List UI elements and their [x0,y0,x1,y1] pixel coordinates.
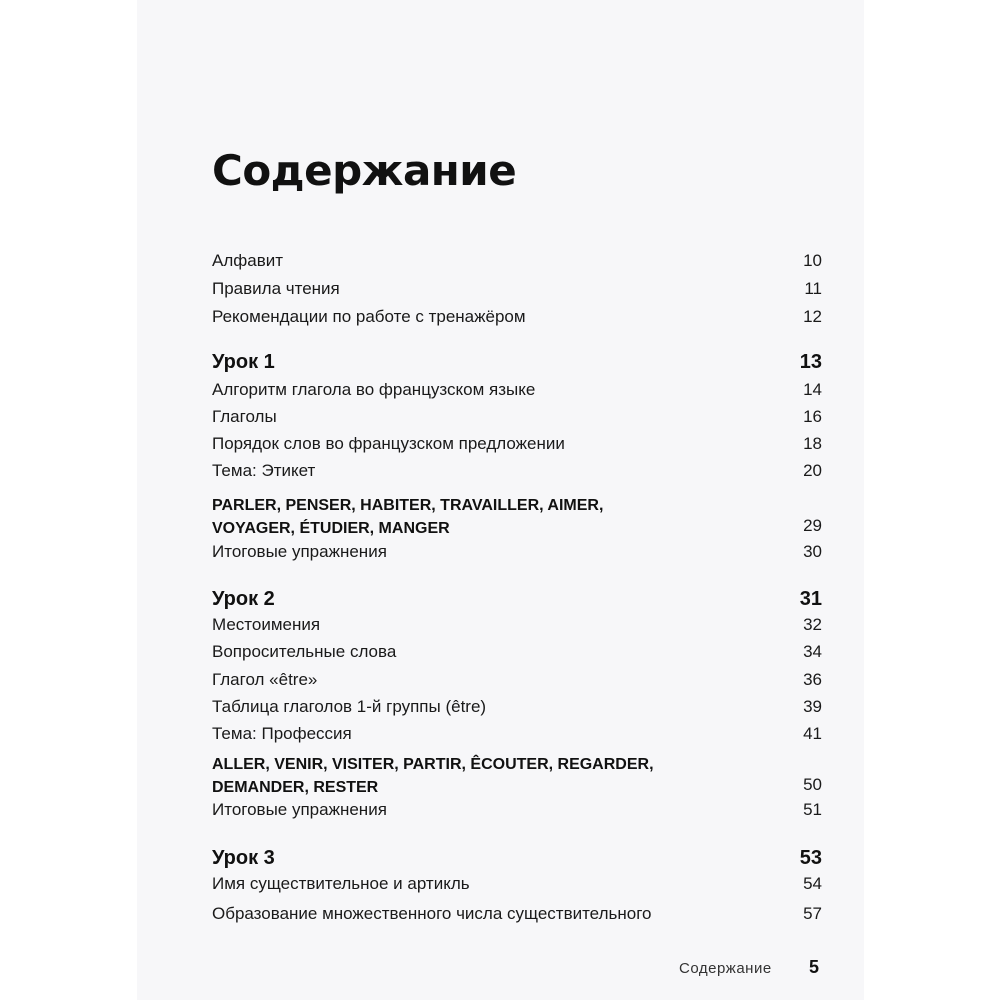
toc-entry-label: Глаголы [212,407,277,426]
toc-entry-page: 57 [803,904,822,923]
toc-entry-page: 20 [803,461,822,480]
toc-entry-label: Рекомендации по работе с тренажёром [212,307,526,326]
page-title: Содержание [212,146,517,195]
toc-entry-page: 36 [803,670,822,689]
toc-entry-page: 18 [803,434,822,453]
toc-entry-label: Итоговые упражнения [212,800,387,819]
book-page [137,0,864,1000]
page-number: 5 [809,957,820,977]
toc-entry-label: Таблица глаголов 1-й группы (être) [212,697,487,716]
toc-entry-page: 41 [803,724,822,743]
toc-entry-page: 11 [804,279,822,298]
toc-entry-page: 51 [803,800,822,819]
toc-entry-page: 12 [803,307,822,326]
toc-entry-page: 32 [803,615,822,634]
verbs-list [212,494,682,540]
toc-entry-page: 54 [803,874,822,893]
toc-entry-label: Местоимения [212,615,321,634]
verbs-list [212,753,682,799]
toc-entry-label: Имя существительное и артикль [212,874,470,893]
toc-entry-label: Алфавит [212,251,284,270]
toc-entry-page: 16 [803,407,822,426]
toc-entry-label: Тема: Профессия [212,724,352,743]
toc-entry-label: Глагол «être» [212,670,318,689]
lesson-page: 53 [799,847,822,869]
toc-entry-page: 50 [803,775,822,794]
verbs-line: PARLER, PENSER, HABITER, TRAVAILLER, AIMER, [212,497,604,514]
toc-entry-label: Вопросительные слова [212,642,397,661]
toc-entry-page: 30 [803,542,822,561]
lesson-page: 13 [799,351,822,373]
verbs-line: DEMANDER, RESTER [212,779,379,796]
toc-entry-label: Порядок слов во французском предложении [212,434,565,453]
toc-entry-label: Правила чтения [212,279,340,298]
running-footer-title: Содержание [679,960,772,977]
toc-entry-label: Итоговые упражнения [212,542,387,561]
toc-entry-page: 14 [803,380,822,399]
toc-entry-page: 34 [803,642,822,661]
toc-entry-page: 29 [803,516,822,535]
toc-entry-label: Образование множественного числа существительного [212,904,652,923]
toc-entry-page: 10 [803,251,822,270]
lesson-title: Урок 1 [212,351,275,373]
lesson-title: Урок 3 [212,847,275,869]
lesson-title: Урок 2 [212,588,275,610]
toc-entry-label: Тема: Этикет [212,461,316,480]
verbs-line: ALLER, VENIR, VISITER, PARTIR, ÊCOUTER, REGARDER, [212,756,654,773]
toc-entry-label: Алгоритм глагола во французском языке [212,380,536,399]
verbs-line: VOYAGER, ÉTUDIER, MANGER [212,520,450,537]
toc-entry-page: 39 [803,697,822,716]
lesson-page: 31 [799,588,822,610]
